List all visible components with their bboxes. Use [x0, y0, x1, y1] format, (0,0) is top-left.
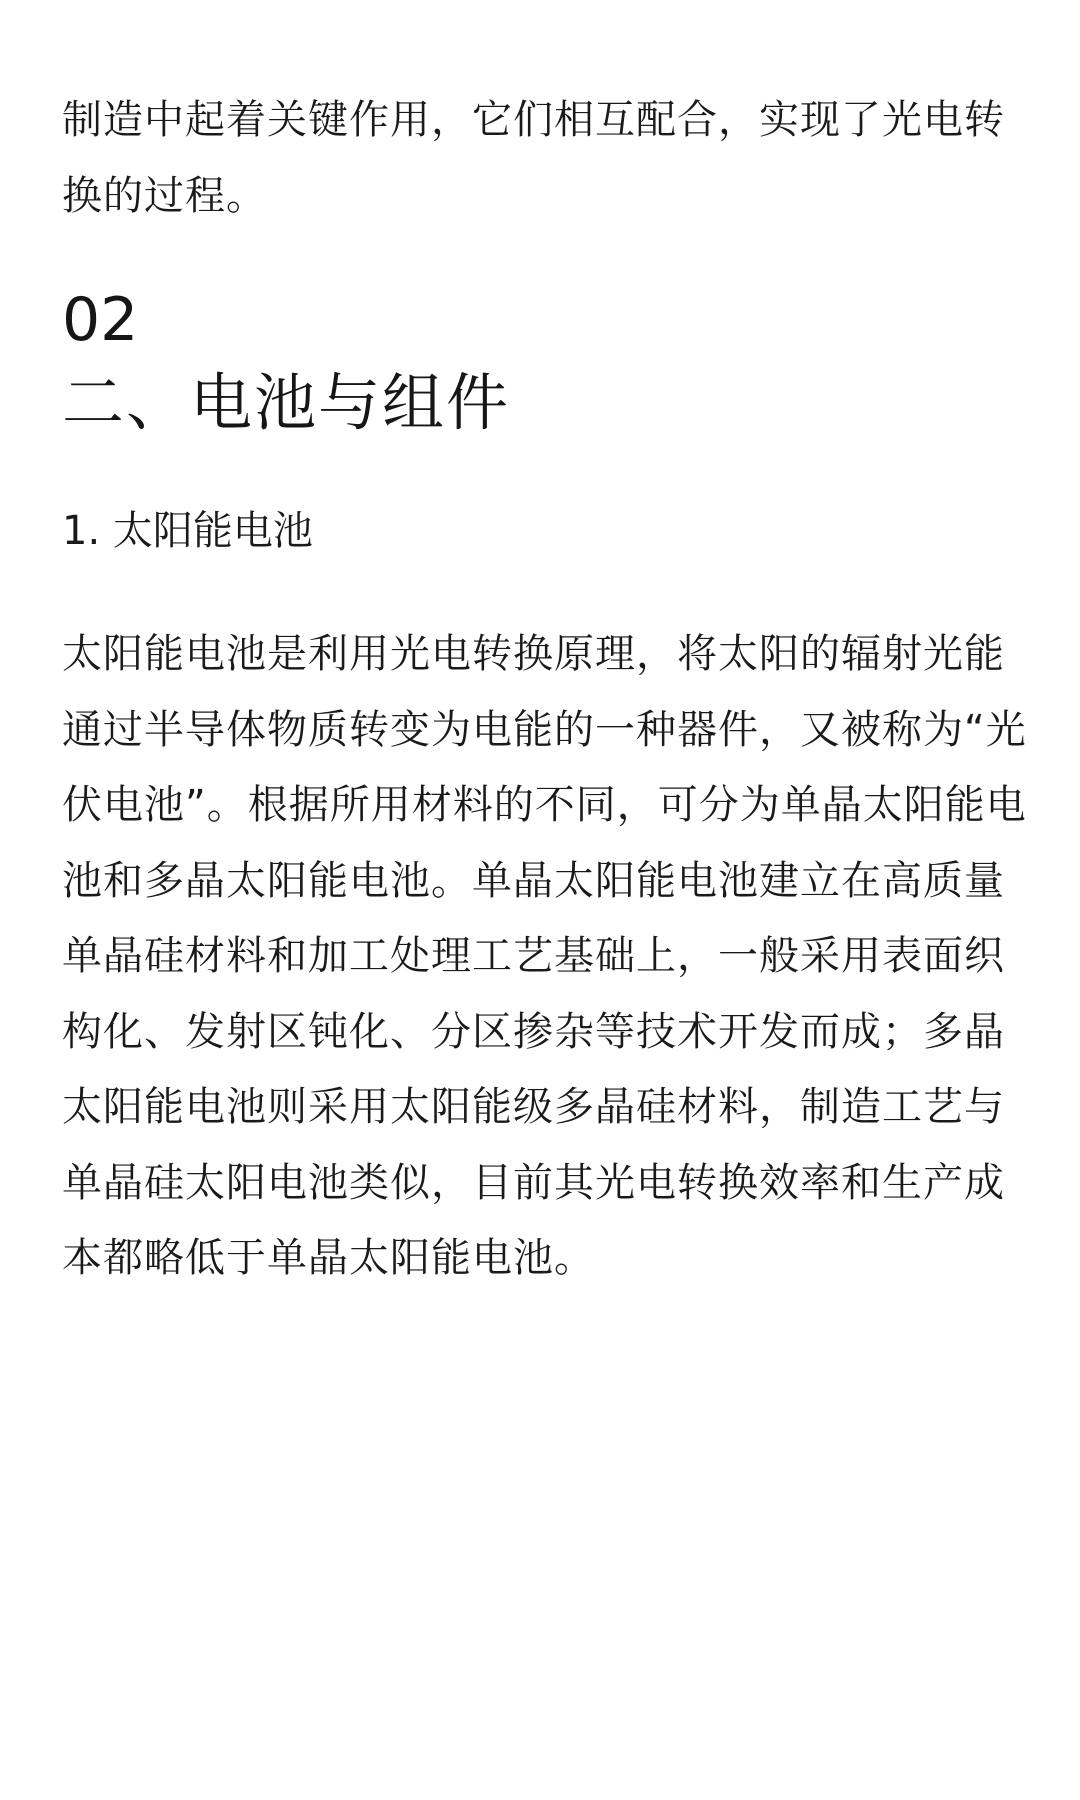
subsection-title: 1. 太阳能电池 [62, 508, 313, 554]
intro-paragraph: 制造中起着关键作用，它们相互配合，实现了光电转换的过程。 [62, 97, 1005, 219]
body-paragraph: 太阳能电池是利用光电转换原理，将太阳的辐射光能通过半导体物质转变为电能的一种器件，又被称为“光伏电池”。根据所用材料的不同，可分为单晶太阳能电池和多晶太阳能电池。单晶太阳能电池建立在高质量单晶硅材料和加工处理工艺基础上，一般采用表面织构化、发射区钝化、分区掺杂等技术开发而成；多晶太阳能电池则采用太阳能级多晶硅材料，制造工艺与单晶硅太阳电池类似，目前其光电转换效率和生产成本都略低于单晶太阳能电池。 [62, 631, 1027, 1281]
section-title: 二、电池与组件 [62, 366, 511, 439]
section-number: 02 [62, 285, 139, 355]
